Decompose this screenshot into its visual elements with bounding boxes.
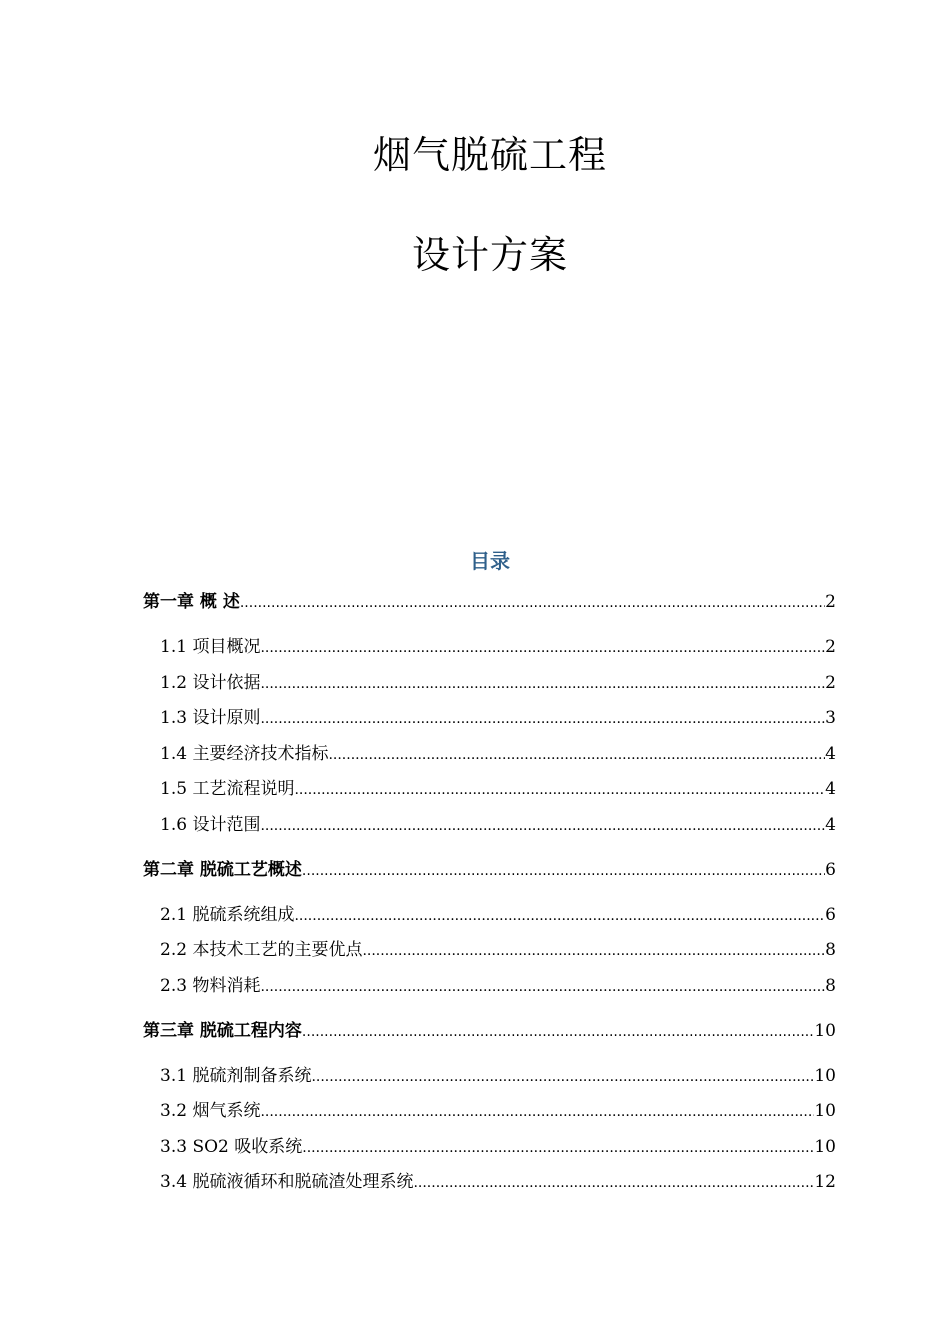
- toc-leader-dots: [260, 631, 825, 667]
- toc-page-number: 4: [825, 743, 836, 764]
- toc-page-number: 2: [825, 592, 836, 612]
- toc-entry-label: 3.4 脱硫液循环和脱硫渣处理系统: [160, 1172, 414, 1192]
- toc-entry-label: 2.2 本技术工艺的主要优点: [160, 940, 363, 960]
- toc-section-3-3[interactable]: [143, 1130, 836, 1166]
- toc-entry-label: 1.5 工艺流程说明: [160, 779, 295, 799]
- toc-entry-label: 1.3 设计原则: [160, 708, 261, 728]
- toc-section-1-1[interactable]: [143, 630, 836, 666]
- toc-entry-label: 3.1 脱硫剂制备系统: [160, 1065, 312, 1086]
- toc-entry-label: 第一章 概 述: [143, 592, 240, 612]
- document-title-line1: 烟气脱硫工程: [372, 133, 607, 177]
- toc-leader-dots: [328, 738, 825, 774]
- toc-chapter-3[interactable]: [143, 1014, 836, 1050]
- toc-section-3-2[interactable]: [143, 1094, 836, 1130]
- toc-leader-dots: [260, 970, 825, 1006]
- toc-page-number: 2: [825, 672, 836, 693]
- toc-leader-dots: [302, 1131, 814, 1167]
- toc-leader-dots: [260, 667, 825, 703]
- toc-page-number: 10: [814, 1101, 836, 1121]
- toc-entry-label: 第三章 脱硫工程内容: [143, 1020, 302, 1041]
- toc-leader-dots: [413, 1166, 814, 1202]
- toc-leader-dots: [260, 702, 825, 738]
- toc-leader-dots: [302, 854, 825, 890]
- toc-section-3-1[interactable]: [143, 1059, 836, 1095]
- toc-page-number: 8: [825, 940, 836, 960]
- toc-leader-dots: [260, 1095, 814, 1131]
- toc-page-number: 10: [814, 1065, 836, 1086]
- toc-section-2-3[interactable]: [143, 969, 836, 1005]
- toc-section-1-5[interactable]: [143, 772, 836, 808]
- toc-leader-dots: [240, 586, 825, 622]
- toc-page-number: 6: [825, 859, 836, 880]
- document-title-line2: 设计方案: [411, 233, 568, 277]
- toc-section-1-3[interactable]: [143, 701, 836, 737]
- toc-leader-dots: [362, 934, 825, 970]
- toc-page-number: 8: [825, 975, 836, 996]
- table-of-contents: [143, 585, 836, 1201]
- toc-section-1-4[interactable]: [143, 737, 836, 773]
- toc-entry-label: 3.3 SO2 吸收系统: [160, 1136, 303, 1157]
- toc-leader-dots: [294, 773, 825, 809]
- toc-entry-label: 1.1 项目概况: [160, 637, 261, 657]
- toc-page-number: 3: [825, 708, 836, 728]
- toc-page-number: 12: [814, 1172, 836, 1192]
- toc-entry-label: 1.4 主要经济技术指标: [160, 743, 329, 764]
- toc-leader-dots: [302, 1015, 814, 1051]
- toc-entry-label: 第二章 脱硫工艺概述: [143, 859, 302, 880]
- toc-leader-dots: [294, 899, 825, 935]
- toc-chapter-1[interactable]: [143, 585, 836, 621]
- toc-entry-label: 2.1 脱硫系统组成: [160, 904, 295, 925]
- toc-page-number: 4: [825, 779, 836, 799]
- toc-page-number: 2: [825, 637, 836, 657]
- toc-leader-dots: [260, 809, 825, 845]
- toc-section-1-6[interactable]: [143, 808, 836, 844]
- toc-page-number: 10: [814, 1020, 836, 1041]
- toc-leader-dots: [311, 1060, 814, 1096]
- toc-page-number: 4: [825, 814, 836, 835]
- toc-section-3-4[interactable]: [143, 1165, 836, 1201]
- toc-section-1-2[interactable]: [143, 666, 836, 702]
- toc-section-2-2[interactable]: [143, 933, 836, 969]
- toc-heading: 目录: [470, 549, 510, 573]
- toc-entry-label: 1.6 设计范围: [160, 814, 261, 835]
- toc-section-2-1[interactable]: [143, 898, 836, 934]
- toc-entry-label: 1.2 设计依据: [160, 672, 261, 693]
- toc-page-number: 6: [825, 904, 836, 925]
- toc-page-number: 10: [814, 1136, 836, 1157]
- toc-chapter-2[interactable]: [143, 853, 836, 889]
- toc-entry-label: 2.3 物料消耗: [160, 975, 261, 996]
- toc-entry-label: 3.2 烟气系统: [160, 1101, 261, 1121]
